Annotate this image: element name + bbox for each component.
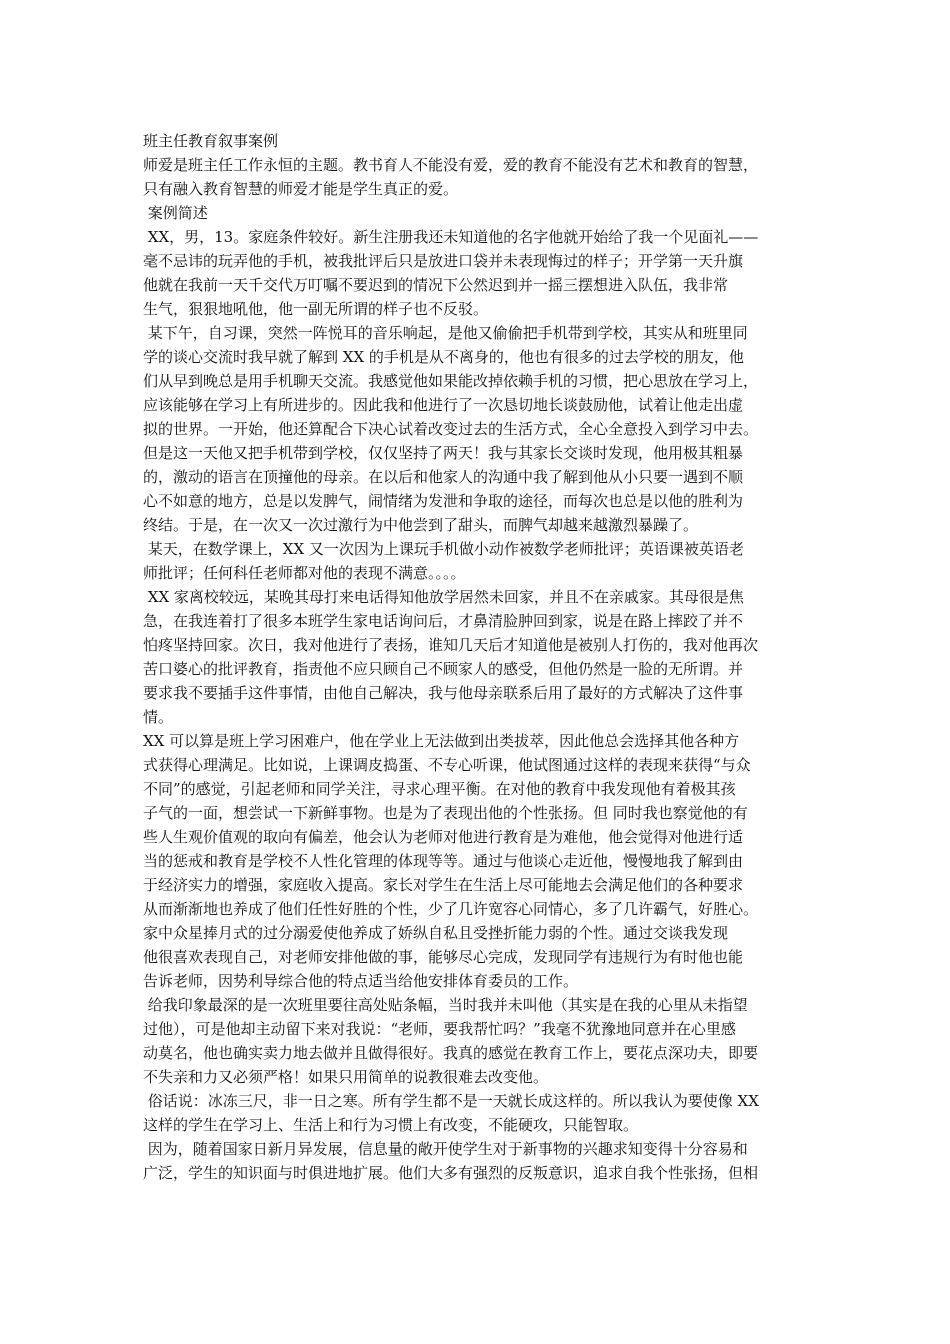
body-line: 情。: [143, 708, 174, 726]
body-line: 式获得心理满足。比如说，上课调皮捣蛋、不专心听课，他试图通过这样的表现来获得“与众: [143, 756, 751, 774]
body-line: 毫不忌讳的玩弄他的手机，被我批评后只是放进口袋并未表现悔过的样子；开学第一天升旗: [143, 252, 744, 270]
body-line: 终结。于是，在一次又一次过激行为中他尝到了甜头，而脾气却越来越激烈暴躁了。: [143, 516, 699, 534]
body-line: 拟的世界。一开始，他还算配合下决心试着改变过去的生活方式，全心全意投入到学习中去。: [143, 420, 759, 438]
body-line: 告诉老师，因势利导综合他的特点适当给他安排体育委员的工作。: [143, 972, 579, 990]
body-line: 从而渐渐地也养成了他们任性好胜的个性，少了几许宽容心同情心，多了几许霸气，好胜心。: [143, 900, 759, 918]
body-line: 因为，随着国家日新月异发展，信息量的敞开使学生对于新事物的兴趣求知变得十分容易和: [143, 1140, 748, 1158]
body-line: 要求我不要插手这件事情，由他自己解决，我与他母亲联系后用了最好的方式解决了这件事: [143, 684, 744, 702]
body-line: XX 可以算是班上学习困难户，他在学业上无法做到出类拔萃，因此他总会选择其他各种方: [143, 732, 740, 750]
body-line: 师批评；任何科任老师都对他的表现不满意。。。。: [143, 564, 466, 582]
body-line: 给我印象最深的是一次班里要往高处贴条幅，当时我并未叫他（其实是在我的心里从未指望: [143, 996, 748, 1014]
document-body: [143, 153, 813, 1185]
body-line: 不失亲和力又必须严格！如果只用简单的说教很难去改变他。: [143, 1068, 549, 1086]
body-line: 不同”的感觉，引起老师和同学关注，寻求心理平衡。在对他的教育中我发现他有着极其孩: [143, 780, 736, 798]
body-line: 家中众星捧月式的过分溺爱使他养成了娇纵自私且受挫折能力弱的个性。通过交谈我发现: [143, 924, 729, 942]
body-line: 广泛，学生的知识面与时俱进地扩展。他们大多有强烈的反叛意识，追求自我个性张扬，但相: [143, 1164, 759, 1182]
body-line: 怕疼坚持回家。次日，我对他进行了表扬，谁知几天后才知道他是被别人打伤的，我对他再次: [143, 636, 759, 654]
document-page: [143, 129, 813, 1185]
body-line: 生气，狠狠地吼他，他一副无所谓的样子也不反驳。: [143, 300, 489, 318]
body-line: 但是这一天他又把手机带到学校，仅仅坚持了两天！我与其家长交谈时发现，他用极其粗暴: [143, 444, 744, 462]
body-line: 俗话说：冰冻三尺，非一日之寒。所有学生都不是一天就长成这样的。所以我认为要使像 XX: [143, 1092, 759, 1110]
body-line: 他很喜欢表现自己，对老师安排他做的事，能够尽心完成，发现同学有违规行为有时他也能: [143, 948, 744, 966]
body-line: 过他），可是他却主动留下来对我说：“老师，要我帮忙吗？”我毫不犹豫地同意并在心里感: [143, 1020, 736, 1038]
body-line: 学的谈心交流时我早就了解到 XX 的手机是从不离身的，他也有很多的过去学校的朋友，他: [143, 348, 744, 366]
body-line: 急，在我连着打了很多本班学生家电话询问后，才鼻清脸肿回到家，说是在路上摔跤了并不: [143, 612, 744, 630]
body-line: 子气的一面，想尝试一下新鲜事物。也是为了表现出他的个性张扬。但 同时我也察觉他的有: [143, 804, 748, 822]
body-line: 当的惩戒和教育是学校不人性化管理的体现等等。通过与他谈心走近他，慢慢地我了解到由: [143, 852, 744, 870]
body-line: 们从早到晚总是用手机聊天交流。我感觉他如果能改掉依赖手机的习惯，把心思放在学习上，: [143, 372, 759, 390]
body-line: XX 家离校较远，某晚其母打来电话得知他放学居然未回家，并且不在亲戚家。其母很是焦: [143, 588, 744, 606]
body-line: 只有融入教育智慧的师爱才能是学生真正的爱。: [143, 180, 459, 198]
body-line: 应该能够在学习上有所进步的。因此我和他进行了一次恳切地长谈鼓励他，试着让他走出虚: [143, 396, 744, 414]
body-line: 心不如意的地方，总是以发脾气，闹情绪为发泄和争取的途径，而每次也总是以他的胜利为: [143, 492, 744, 510]
body-line: 他就在我前一天千交代万叮嘱不要迟到的情况下公然迟到并一摇三摆想进入队伍，我非常: [143, 276, 729, 294]
body-line: 师爱是班主任工作永恒的主题。教书育人不能没有爱，爱的教育不能没有艺术和教育的智慧，: [143, 156, 759, 174]
body-line: 动莫名，他也确实卖力地去做并且做得很好。我真的感觉在教育工作上，要花点深功夫，即要: [143, 1044, 759, 1062]
body-line: 某天，在数学课上，XX 又一次因为上课玩手机做小动作被数学老师批评；英语课被英语老: [143, 540, 744, 558]
body-line: 些人生观价值观的取向有偏差，他会认为老师对他进行教育是为难他，他会觉得对他进行适: [143, 828, 744, 846]
body-line: 某下午，自习课，突然一阵悦耳的音乐响起，是他又偷偷把手机带到学校，其实从和班里同: [143, 324, 748, 342]
document-title: 班主任教育叙事案例: [143, 132, 279, 150]
body-line: XX，男，13。家庭条件较好。新生注册我还未知道他的名字他就开始给了我一个见面礼——: [143, 228, 759, 246]
body-line: 的，激动的语言在顶撞他的母亲。在以后和他家人的沟通中我了解到他从小只要一遇到不顺: [143, 468, 744, 486]
body-line: 案例简述: [143, 204, 208, 222]
body-line: 苦口婆心的批评教育，指责他不应只顾自己不顾家人的感受，但他仍然是一脸的无所谓。并: [143, 660, 744, 678]
body-line: 这样的学生在学习上、生活上和行为习惯上有改变，不能硬攻，只能智取。: [143, 1116, 639, 1134]
body-line: 于经济实力的增强，家庭收入提高。家长对学生在生活上尽可能地去会满足他们的各种要求: [143, 876, 744, 894]
